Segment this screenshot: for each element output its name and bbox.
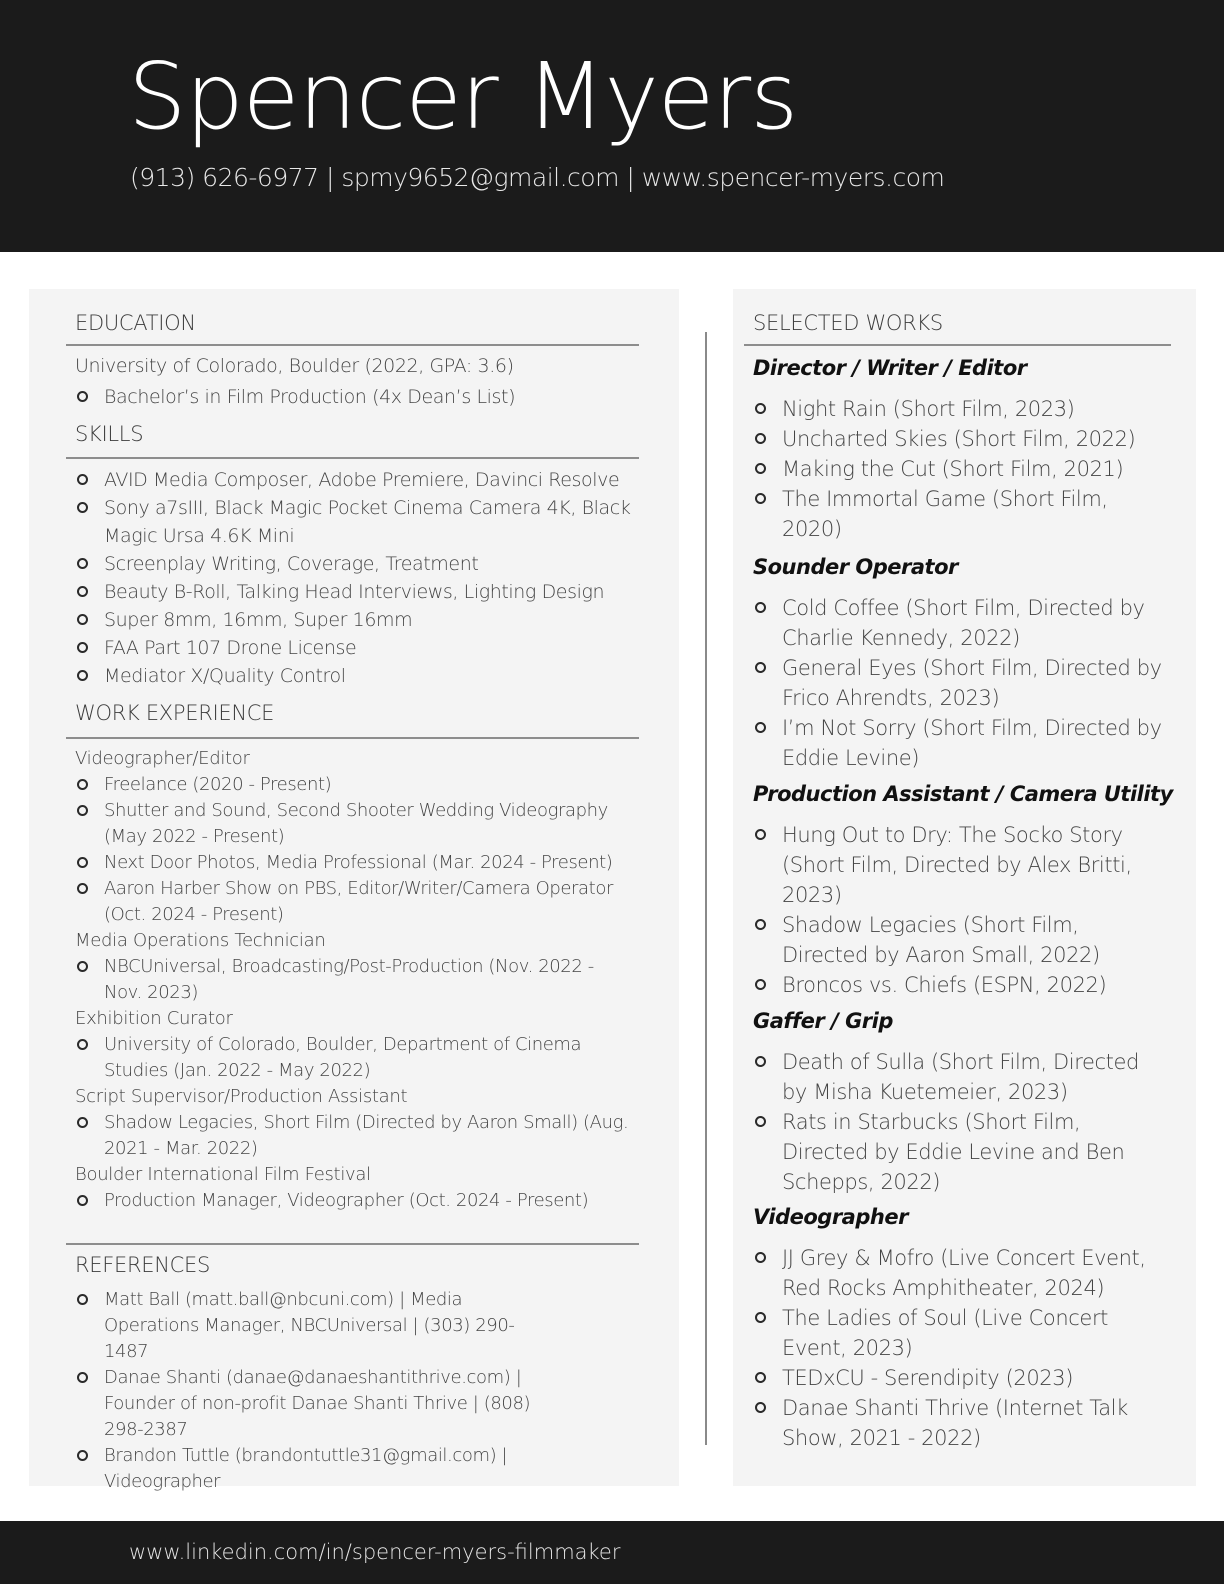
skill-item: Super 8mm, 16mm, Super 16mm <box>75 606 635 634</box>
work-role: Media Operations Technician <box>75 930 326 951</box>
work-role: Boulder International Film Festival <box>75 1164 371 1185</box>
education-school: University of Colorado, Boulder (2022, GPA: 3.6) <box>75 355 514 377</box>
skill-item: Mediator X/Quality Control <box>75 662 635 690</box>
work-item: University of Colorado, Boulder, Department of Cinema Studies (Jan. 2022 - May 2022) <box>75 1032 635 1084</box>
works-list <box>753 820 1168 1000</box>
work-title-item: Night Rain (Short Film, 2023) <box>753 394 1168 424</box>
work-title-item: I’m Not Sorry (Short Film, Directed by Eddie Levine) <box>753 713 1168 773</box>
work-title-item: Death of Sulla (Short Film, Directed by Misha Kuetemeier, 2023) <box>753 1047 1168 1107</box>
works-list <box>753 1243 1168 1453</box>
work-title-item: JJ Grey & Mofro (Live Concert Event, Red Rocks Amphitheater, 2024) <box>753 1243 1168 1303</box>
work-role: Videographer/Editor <box>75 748 250 769</box>
work-item: NBCUniversal, Broadcasting/Post-Production (Nov. 2022 - Nov. 2023) <box>75 954 635 1006</box>
work-title-item: Broncos vs. Chiefs (ESPN, 2022) <box>753 970 1168 1000</box>
work-title-item: Uncharted Skies (Short Film, 2022) <box>753 424 1168 454</box>
works-category-title: Videographer <box>753 1205 908 1229</box>
work-experience-heading: WORK EXPERIENCE <box>75 701 275 725</box>
resume-name: Spencer Myers <box>128 43 798 150</box>
work-title-item: General Eyes (Short Film, Directed by Frico Ahrendts, 2023) <box>753 653 1168 713</box>
work-title-item: Making the Cut (Short Film, 2021) <box>753 454 1168 484</box>
skill-item: Screenplay Writing, Coverage, Treatment <box>75 550 635 578</box>
work-title-item: Cold Coffee (Short Film, Directed by Charlie Kennedy, 2022) <box>753 593 1168 653</box>
work-role: Exhibition Curator <box>75 1008 233 1029</box>
skills-heading: SKILLS <box>75 422 144 446</box>
work-title-item: Danae Shanti Thrive (Internet Talk Show, 2021 - 2022) <box>753 1393 1168 1453</box>
reference-item: Matt Ball (matt.ball@nbcuni.com) | Media Operations Manager, NBCUniversal | (303) 290-1487 <box>75 1287 535 1365</box>
work-title-item: Hung Out to Dry: The Socko Story (Short Film, Directed by Alex Britti, 2023) <box>753 820 1168 910</box>
work-title-item: The Immortal Game (Short Film, 2020) <box>753 484 1168 544</box>
education-list <box>75 383 635 411</box>
references-rule <box>66 1243 639 1245</box>
work-role: Script Supervisor/Production Assistant <box>75 1086 408 1107</box>
work-role-items <box>75 1110 635 1162</box>
works-category-title: Gaffer / Grip <box>753 1009 893 1033</box>
education-rule <box>66 344 639 346</box>
work-title-item: The Ladies of Soul (Live Concert Event, 2023) <box>753 1303 1168 1363</box>
works-list <box>753 593 1168 773</box>
work-role-items <box>75 772 635 928</box>
work-role-items <box>75 1188 635 1214</box>
selected-works-heading: SELECTED WORKS <box>753 311 943 335</box>
work-item: Shadow Legacies, Short Film (Directed by Aaron Small) (Aug. 2021 - Mar. 2022) <box>75 1110 635 1162</box>
education-heading: EDUCATION <box>75 311 196 335</box>
work-item: Aaron Harber Show on PBS, Editor/Writer/Camera Operator (Oct. 2024 - Present) <box>75 876 635 928</box>
work-role-items <box>75 1032 635 1084</box>
linkedin-link[interactable]: www.linkedin.com/in/spencer-myers-filmmaker <box>129 1540 621 1564</box>
work-item: Production Manager, Videographer (Oct. 2024 - Present) <box>75 1188 635 1214</box>
work-role-items <box>75 954 635 1006</box>
work-experience-rule <box>66 737 639 739</box>
work-item: Shutter and Sound, Second Shooter Wedding Videography (May 2022 - Present) <box>75 798 635 850</box>
works-category-title: Sounder Operator <box>753 555 958 579</box>
work-title-item: Rats in Starbucks (Short Film, Directed by Eddie Levine and Ben Schepps, 2022) <box>753 1107 1168 1197</box>
selected-works-rule <box>744 344 1171 346</box>
column-divider <box>705 332 707 1445</box>
reference-item: Danae Shanti (danae@danaeshantithrive.com) | Founder of non-profit Danae Shanti Thrive | (808) 298-2387 <box>75 1365 535 1443</box>
works-category-title: Director / Writer / Editor <box>753 356 1027 380</box>
works-list <box>753 1047 1168 1197</box>
work-item: Next Door Photos, Media Professional (Mar. 2024 - Present) <box>75 850 635 876</box>
contact-line[interactable]: (913) 626-6977 | spmy9652@gmail.com | www.spencer-myers.com <box>130 163 945 192</box>
skill-item: Sony a7sIII, Black Magic Pocket Cinema Camera 4K, Black Magic Ursa 4.6K Mini <box>75 494 635 550</box>
skill-item: AVID Media Composer, Adobe Premiere, Davinci Resolve <box>75 466 635 494</box>
work-experience-list <box>75 746 635 1214</box>
education-item: Bachelor’s in Film Production (4x Dean’s List) <box>75 383 635 411</box>
skill-item: Beauty B-Roll, Talking Head Interviews, Lighting Design <box>75 578 635 606</box>
references-heading: REFERENCES <box>75 1253 211 1277</box>
works-category-title: Production Assistant / Camera Utility <box>753 782 1173 806</box>
work-title-item: TEDxCU - Serendipity (2023) <box>753 1363 1168 1393</box>
references-list <box>75 1287 535 1495</box>
header-bar <box>0 0 1224 252</box>
skills-list <box>75 466 635 690</box>
works-list <box>753 394 1168 544</box>
reference-item: Brandon Tuttle (brandontuttle31@gmail.com) | Videographer <box>75 1443 535 1495</box>
skill-item: FAA Part 107 Drone License <box>75 634 635 662</box>
skills-rule <box>66 457 639 459</box>
work-item: Freelance (2020 - Present) <box>75 772 635 798</box>
work-title-item: Shadow Legacies (Short Film, Directed by Aaron Small, 2022) <box>753 910 1168 970</box>
